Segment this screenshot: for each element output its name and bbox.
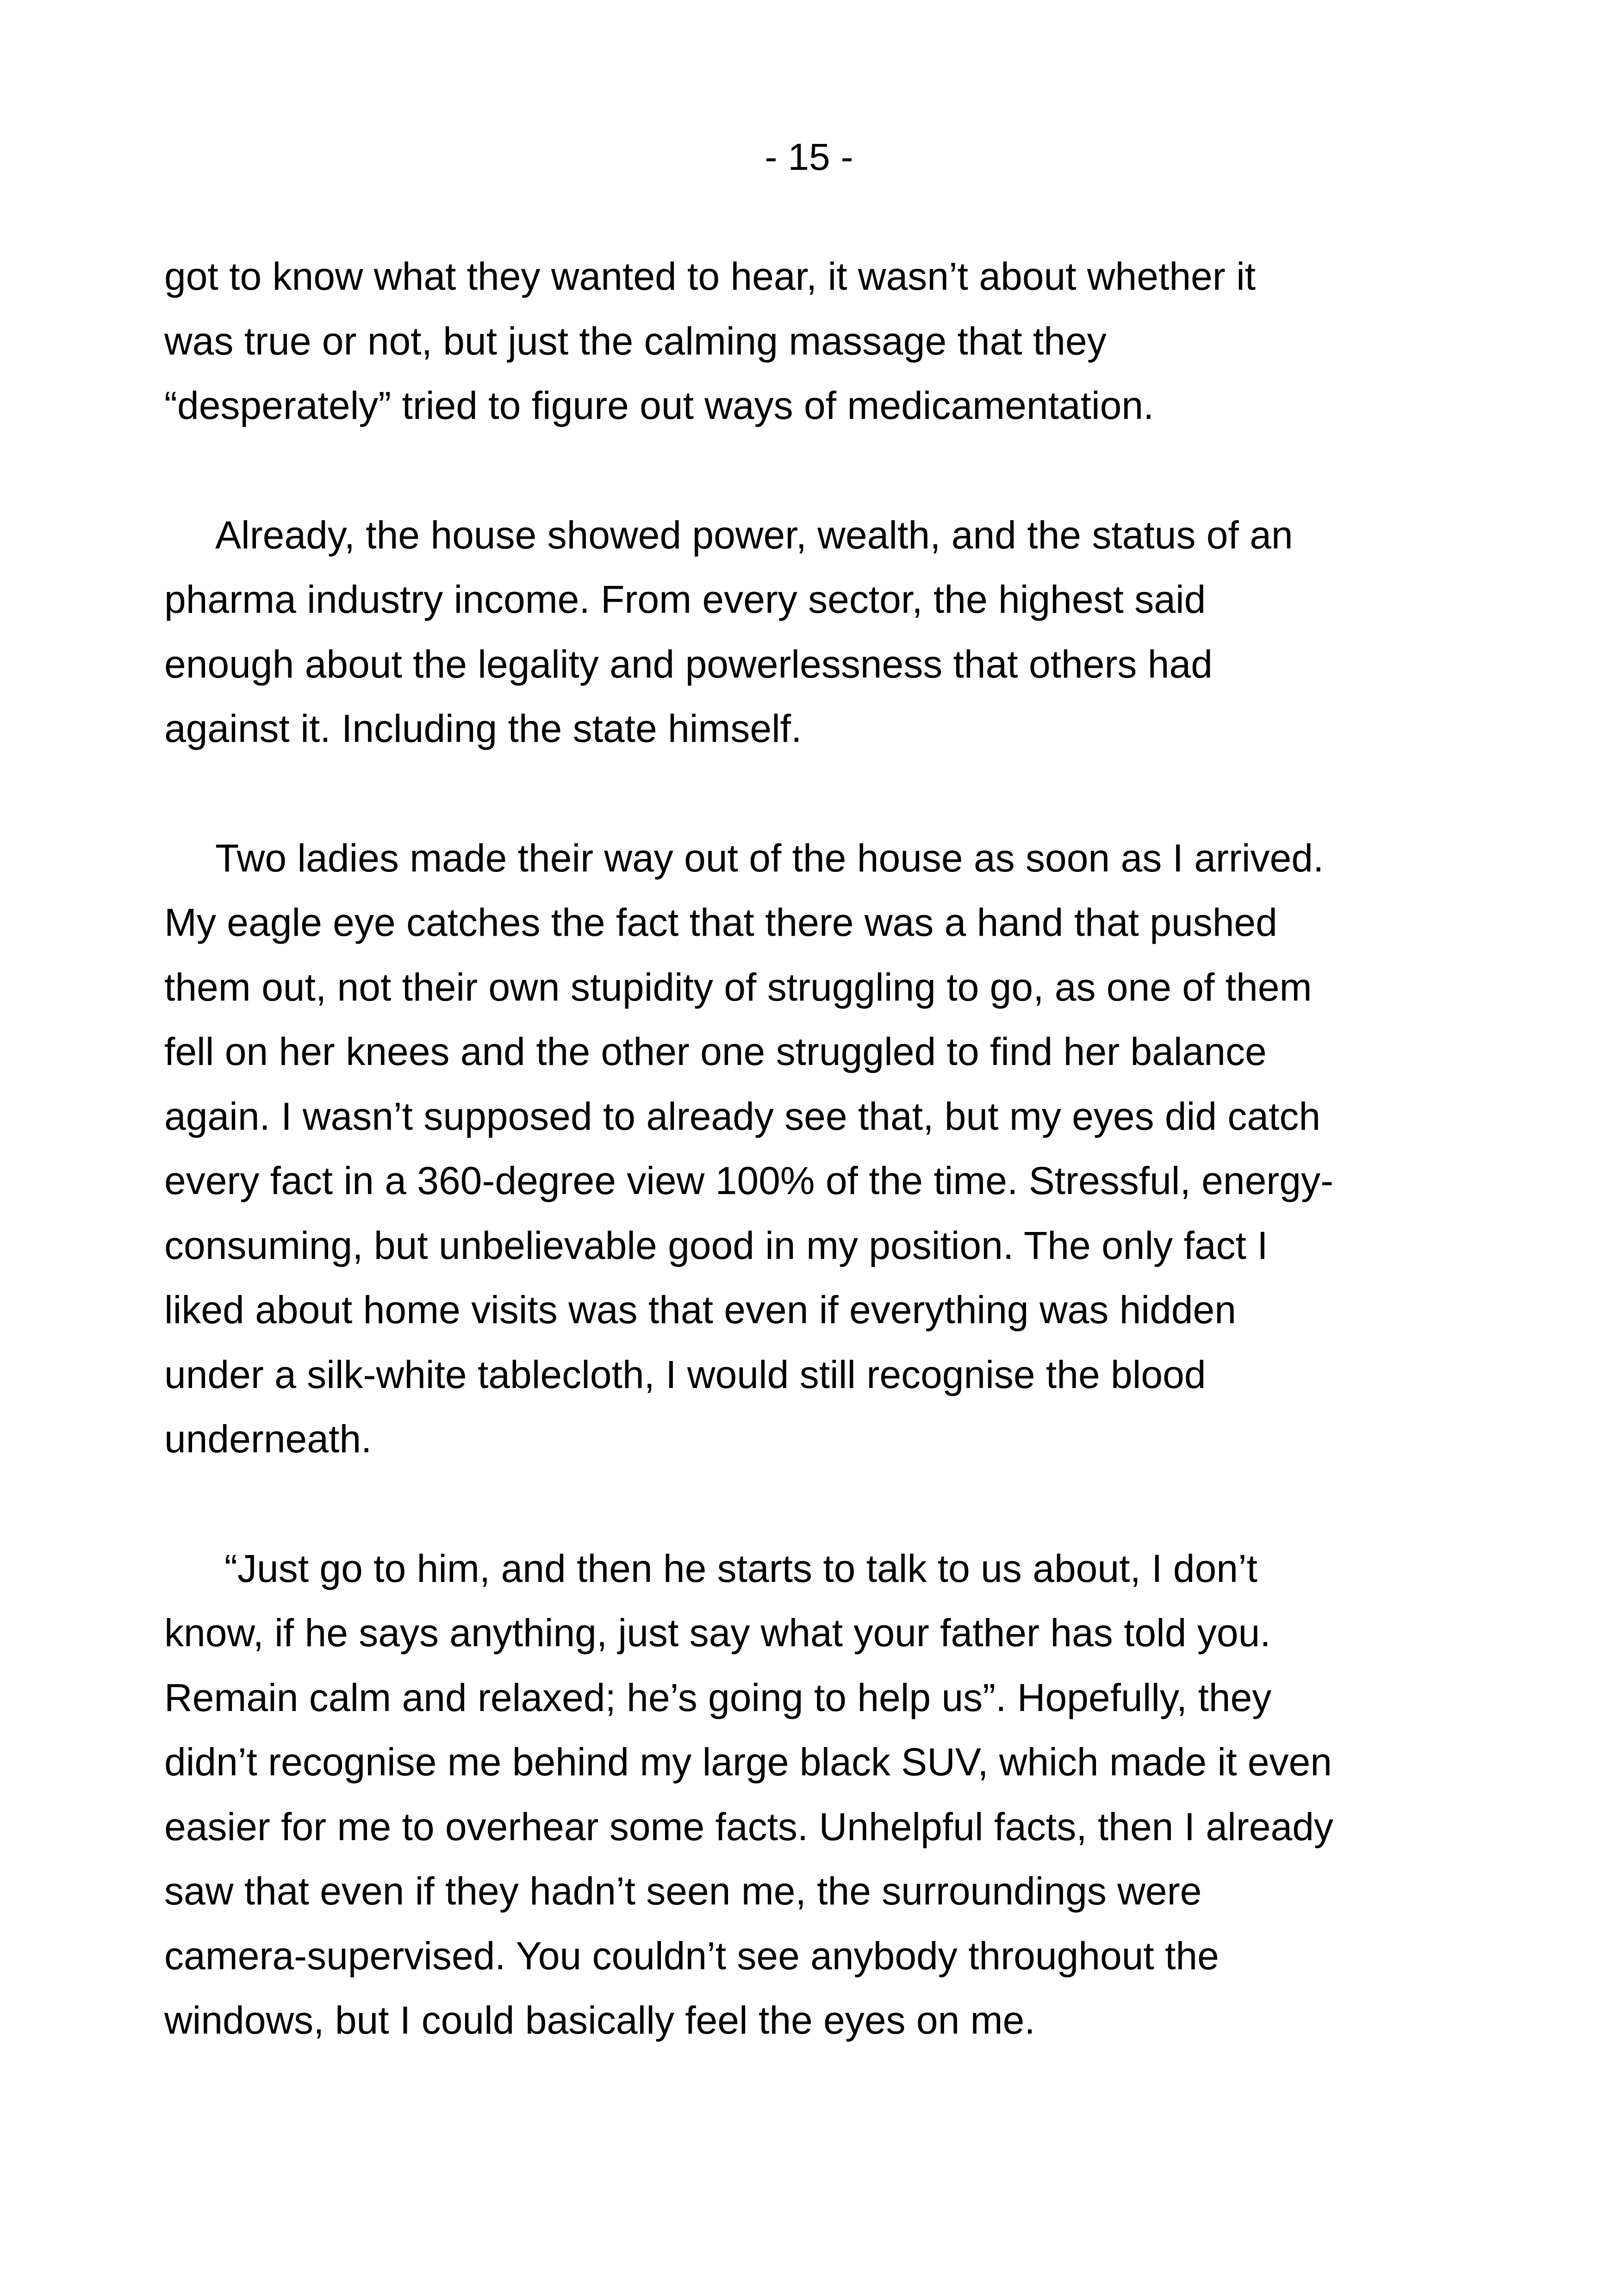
page-number: - 15 - <box>765 136 853 178</box>
paragraph-3: Two ladies made their way out of the house as soon as I arrived. My eagle eye catches the fact that there was a hand that pushed them out, not their own stupidity of struggling to go, as one of them fell on her knees and the other one struggled to find her balance again. I wasn’t supposed to already see that, but my eyes did catch every fact in a 360-degree view 100% of the time. Stressful, energy- consuming, but unbelievable good in my position. The only fact I liked about home visits was that even if everything was hidden under a silk-white tablecloth, I would still recognise the blood underneath. <box>164 836 1333 1461</box>
paragraph-2: Already, the house showed power, wealth, and the status of an pharma industry income. From every sector, the highest said enough about the legality and powerlessness that others had against it. Including the state himself. <box>164 513 1293 750</box>
paragraph-1: got to know what they wanted to hear, it wasn’t about whether it was true or not, but just the calming massage that they “desperately” tried to figure out ways of medicamentation. <box>164 255 1256 427</box>
paragraph-4: “Just go to him, and then he starts to talk to us about, I don’t know, if he says anything, just say what your father has told you. Remain calm and relaxed; he’s going to help us”. Hopefully, they didn’t recognise me behind my large black SUV, which made it even easier for me to overhear some facts. Unhelpful facts, then I already saw that even if they hadn’t seen me, the surroundings were camera-supervised. You couldn’t see anybody throughout the windows, but I could basically feel the eyes on me. <box>164 1546 1333 2042</box>
body-text <box>164 244 1488 2118</box>
